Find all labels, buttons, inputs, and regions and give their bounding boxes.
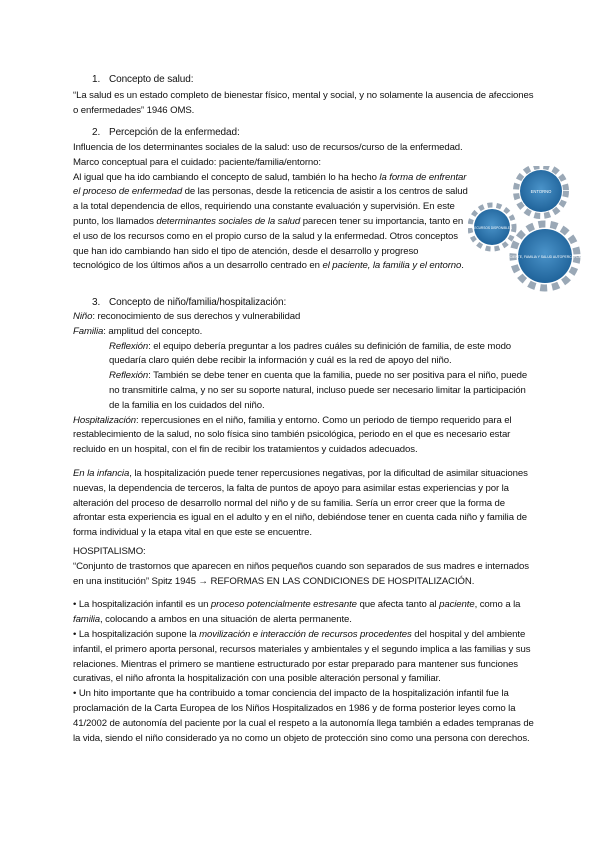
section-2-number: 2. xyxy=(92,127,101,138)
section-3-number: 3. xyxy=(92,297,101,308)
who-definition: “La salud es un estado completo de bienestar físico, mental y social, y no solamente la ausencia de afecciones o enfermedades” 1946 OMS. xyxy=(73,90,534,116)
infancy-paragraph: En la infancia, la hospitalización puede tener repercusiones negativas, por la dificultad de asimilar situaciones nuevas, la dependencia de terceros, la falta de puntos de apoyo para asimilar estas experiencias y por la alteración del proceso de desarrollo normal del niño y de su familia. Sería un error creer que la forma de afrontar esta experiencia es igual en el adulto y en el niño, debiéndose tener en cuenta cada niño y familia de forma individual y la etapa vital en que este se encuentre. xyxy=(73,467,528,539)
reflection-2: Reflexión: También se debe tener en cuenta que la familia, puede no ser positiva para el niño, puede no transmitirle calma, y no ser su soporte natural, incluso puede ser necesario limitar la participación de la familia en los cuidados del niño. xyxy=(109,370,528,411)
reflection-1: Reflexión: el equipo debería preguntar a los padres cuáles su definición de familia, de este modo quedaría claro quién debe recibir la información y cuál es la red de apoyo del niño. xyxy=(109,340,512,367)
gear-recursos-label: RECURSOS DISPONIBLES xyxy=(471,226,513,230)
family-line: Familia: amplitud del concepto. xyxy=(73,325,203,337)
determinants-line: Influencia de los determinantes sociales de la salud: uso de recursos/curso de la enfermedad. xyxy=(73,142,463,153)
section-3-title: Concepto de niño/familia/hospitalización: xyxy=(109,297,287,308)
gear-recursos-icon xyxy=(470,205,514,249)
gear-paciente-icon xyxy=(505,224,585,288)
section-1-number: 1. xyxy=(92,74,101,85)
bullet-resources: • La hospitalización supone la movilización e interacción de recursos procedentes del hospital y del ambiente infantil, el primero aporta personal, recursos materiales y ambientales y el segundo implica a las familias y sus relaciones. Mientras el primero se mantiene estructurado por estar preparado para mantener sus funciones curativas, el niño afronta la hospitalización con una posible alteración personal y familiar. xyxy=(73,628,531,685)
gear-paciente-label: PACIENTE, FAMILIA Y SALUD AUTOPERCEPCIÓN xyxy=(505,255,585,259)
section-2-heading xyxy=(92,126,240,140)
spitz-quote: “Conjunto de trastornos que aparecen en niños pequeños cuando son separados de sus madres e internados en una institución” Spitz 1945 → REFORMAS EN LAS CONDICIONES DE HOSPITALIZACIÓN. xyxy=(73,560,529,587)
hospitalismo-title: HOSPITALISMO: xyxy=(73,546,146,557)
health-definition xyxy=(73,89,535,119)
conceptual-framework-line: Marco conceptual para el cuidado: paciente/familia/entorno: xyxy=(73,156,321,168)
illness-perception-paragraph: Al igual que ha ido cambiando el concepto de salud, también lo ha hecho la forma de enfrentar el proceso de enfermedad de las personas, desde la reticencia de asistir a los centros de salud a la total dependencia de ellos, requiriendo una constante evaluación y supervisión. En este punto, los llamados determinantes sociales de la salud parecen tener su importancia, tanto en el uso de los recursos como en el propio curso de la salud y la enfermedad. Otros conceptos que han ido cambiando han sido el tipo de atención, desde el desarrollo y progreso tecnológico de los últimos años a un desarrollo centrado en el paciente, la familia y el entorno. xyxy=(73,171,468,272)
bullet-charter: • Un hito importante que ha contribuido a tomar conciencia del impacto de la hospitalización infantil fue la proclamación de la Carta Europea de los Niños Hospitalizados en 1986 y de forma posterior leyes como la 41/2002 de autonomía del paciente por la cual el respeto a la autonomía llega también a edades tempranas de la vida, siendo el niño considerado ya no como un objeto de protección sino como una persona con derechos. xyxy=(73,688,534,744)
gears-diagram xyxy=(468,166,592,294)
section-1-heading xyxy=(92,73,193,87)
section-2-body xyxy=(73,141,468,274)
hospitalization-paragraph: Hospitalización: repercusiones en el niño, familia y entorno. Como un periodo de tiempo requerido para el restablecimiento de la salud, no solo física sino también psicológica, periodo en el que es necesario estar recluido en un hospital, con el fin de recibir los tratamientos y cuidados adecuados. xyxy=(73,414,512,456)
hospitalismo-section xyxy=(73,545,535,746)
section-3-body xyxy=(73,310,535,541)
gear-entorno-icon xyxy=(516,166,566,216)
child-line: Niño: reconocimiento de sus derechos y vulnerabilidad xyxy=(73,311,301,322)
section-2-title: Percepción de la enfermedad: xyxy=(109,127,240,138)
section-1-title: Concepto de salud: xyxy=(109,74,194,85)
gear-entorno-label: ENTORNO xyxy=(530,189,552,194)
bullet-stress: • La hospitalización infantil es un proceso potencialmente estresante que afecta tanto al paciente, como a la familia, colocando a ambos en una situación de alerta permanente. xyxy=(73,599,521,626)
section-3-heading xyxy=(92,296,286,310)
